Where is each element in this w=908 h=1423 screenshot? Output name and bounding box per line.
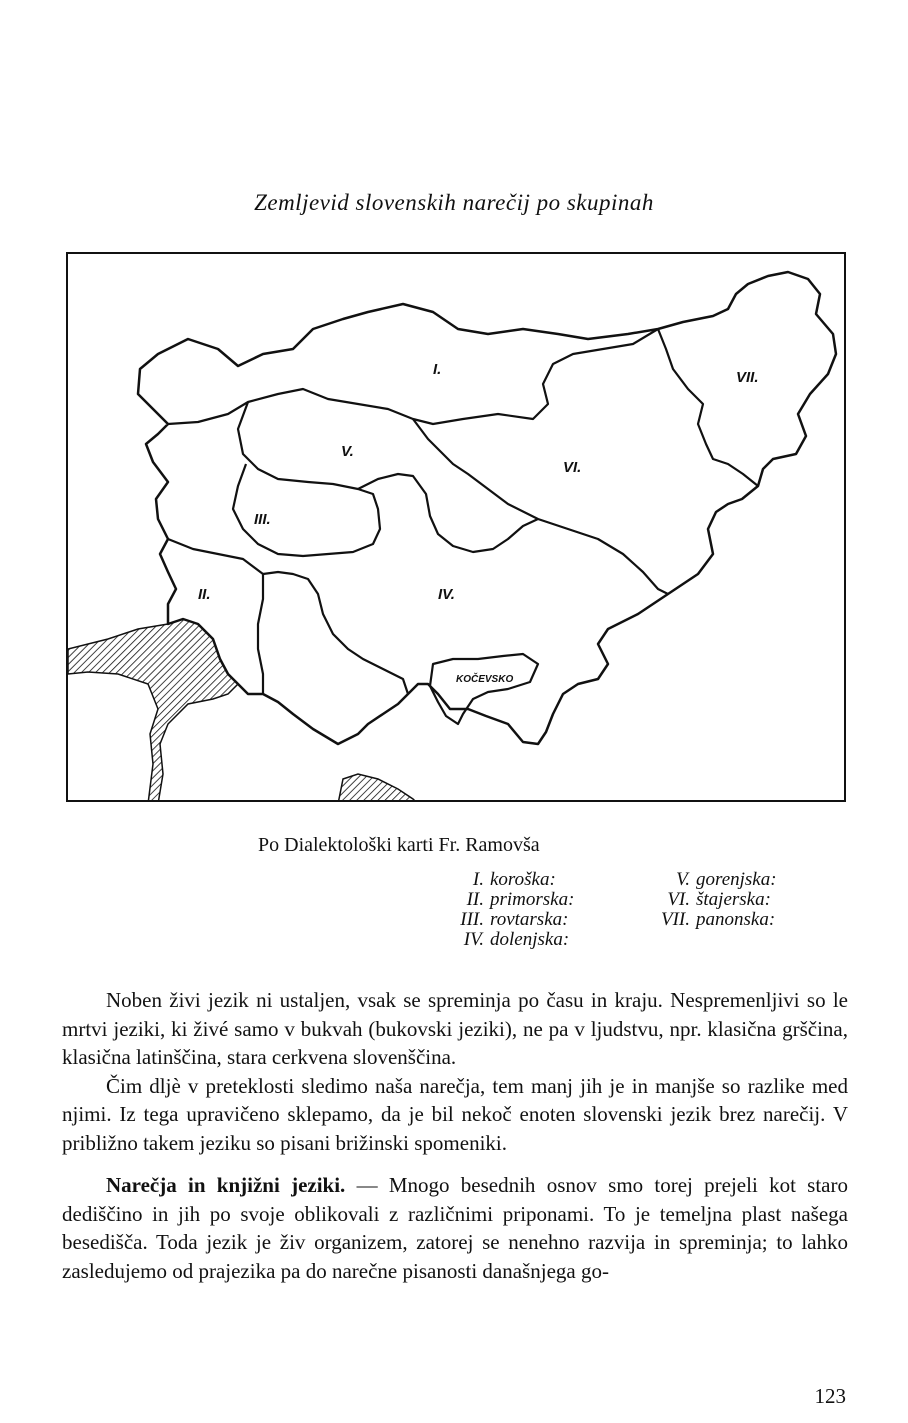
label-region-ii: II. — [198, 586, 211, 603]
label-kocevsko: KOČEVSKO — [456, 674, 514, 685]
legend-item: III. rovtarska: — [460, 909, 569, 930]
page-number: 123 — [814, 1384, 846, 1408]
hatched-coast-south — [338, 774, 418, 802]
hatched-coast-west — [68, 619, 238, 802]
paragraph-text: — Mnogo besednih osnov smo torej prejeli kot staro dediščino in jih po svoje oblikovali z različnimi priponami. To je temeljna plast našega besedišča. Toda jezik je živ organizem, zatorej se nenehno razvija in spreminja; to lahko zasledujemo od prajezika pa do narečne pisanosti današnjega go- — [62, 1173, 848, 1283]
kocevsko-outline — [430, 654, 538, 724]
body-text — [62, 986, 848, 1285]
dialect-map — [66, 252, 846, 802]
boundary-v-iv — [358, 474, 538, 552]
label-region-vii: VII. — [736, 369, 759, 386]
dialect-map-drawing — [68, 254, 846, 802]
legend-column-right — [654, 870, 777, 930]
map-caption: Po Dialektološki karti Fr. Ramovša — [258, 834, 540, 856]
section-heading: Narečja in knjižni jeziki. — [106, 1173, 346, 1197]
label-region-iv: IV. — [438, 586, 455, 603]
paragraph: Noben živi jezik ni ustaljen, vsak se spreminja po času in kraju. Nespremenljivi so le mrtvi jeziki, ki živé samo v bukvah (bukovski jeziki), ne pa v ljudstvu, npr. klasična grščina, klasična latinščina, stara cerkvena slovenščina. — [62, 988, 848, 1069]
legend-item: VI. štajerska: — [667, 889, 771, 910]
boundary-vii — [658, 329, 758, 486]
paragraph — [62, 1171, 848, 1285]
label-region-iii: III. — [254, 511, 271, 528]
boundary-ii-iv — [263, 572, 408, 694]
label-region-i: I. — [433, 361, 442, 378]
boundary-v-iii — [233, 402, 380, 556]
legend-item: II. primorska: — [466, 889, 575, 910]
legend-item: I. koroška: — [472, 869, 556, 890]
legend-item: V. gorenjska: — [676, 869, 777, 890]
boundary-v-vi — [413, 419, 668, 594]
legend-column-left — [448, 870, 574, 950]
label-region-vi: VI. — [563, 459, 582, 476]
paragraph: Čim dljè v preteklosti sledimo naša narečja, tem manj jih je in manjše so razlike med njimi. Iz tega upravičeno sklepamo, da je bil nekoč enoten slovenski jezik brez narečij. V približno takem jeziku so pisani brižinski spomeniki. — [62, 1073, 848, 1155]
legend-item: VII. panonska: — [660, 909, 776, 930]
label-region-v: V. — [341, 443, 354, 460]
legend-item: IV. dolenjska: — [463, 929, 570, 950]
map-title: Zemljevid slovenskih narečij po skupinah — [254, 190, 654, 215]
boundary-i — [168, 329, 658, 424]
